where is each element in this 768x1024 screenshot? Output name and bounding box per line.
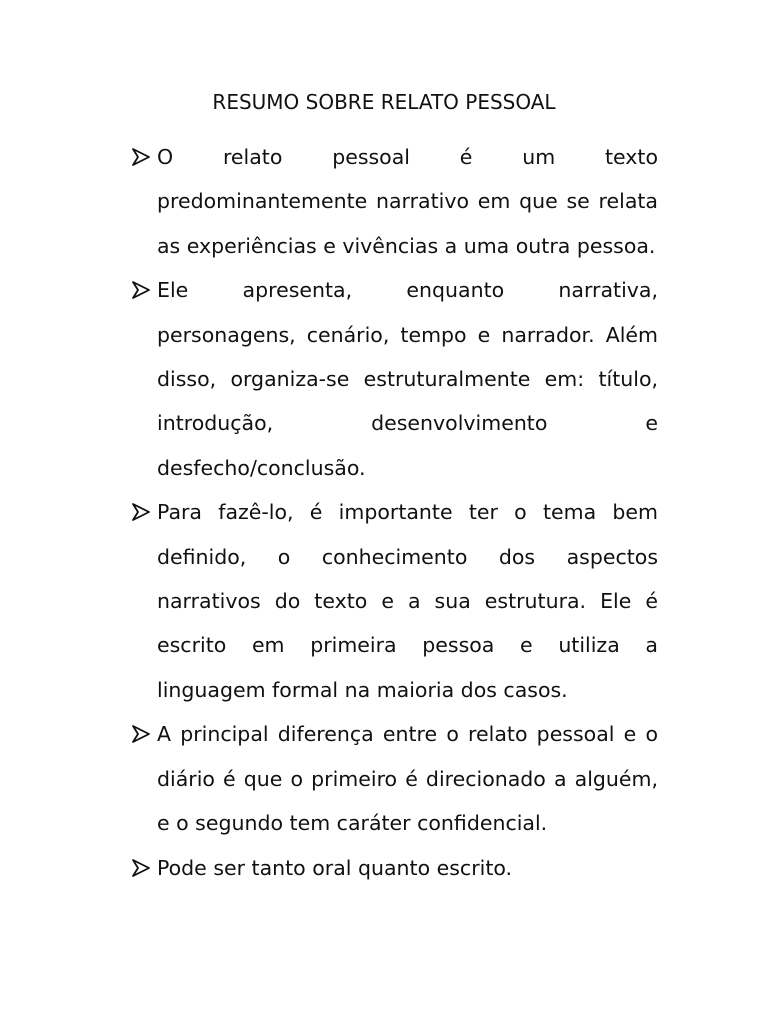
arrow-bullet-icon xyxy=(131,144,153,170)
list-item-text: Para fazê-lo, é importante ter o tema bem definido, o conhecimento dos aspectos narrativos do texto e a sua estrutura. Ele é escrito em primeira pessoa e utiliza a linguagem formal na maioria dos casos. xyxy=(157,500,658,702)
arrow-bullet-icon xyxy=(131,277,153,303)
list-item xyxy=(131,490,658,712)
list-item xyxy=(131,268,658,490)
arrow-bullet-icon xyxy=(131,499,153,525)
arrow-bullet-icon xyxy=(131,721,153,747)
document-title: RESUMO SOBRE RELATO PESSOAL xyxy=(212,90,556,114)
arrow-bullet-icon xyxy=(131,855,153,881)
list-item xyxy=(131,135,658,268)
list-item-text: Ele apresenta, enquanto narrativa, personagens, cenário, tempo e narrador. Além disso, organiza-se estruturalmente em: título, introdução, desenvolvimento e desfecho/conclusão. xyxy=(157,278,658,480)
list-item-text: Pode ser tanto oral quanto escrito. xyxy=(157,855,513,880)
list-item-text: O relato pessoal é um texto predominantemente narrativo em que se relata as experiências e vivências a uma outra pessoa. xyxy=(157,145,658,258)
bullet-list xyxy=(131,135,658,890)
list-item xyxy=(131,712,658,845)
list-item-text: A principal diferença entre o relato pessoal e o diário é que o primeiro é direcionado a alguém, e o segundo tem caráter confidencial. xyxy=(157,722,658,836)
list-item xyxy=(131,846,658,890)
